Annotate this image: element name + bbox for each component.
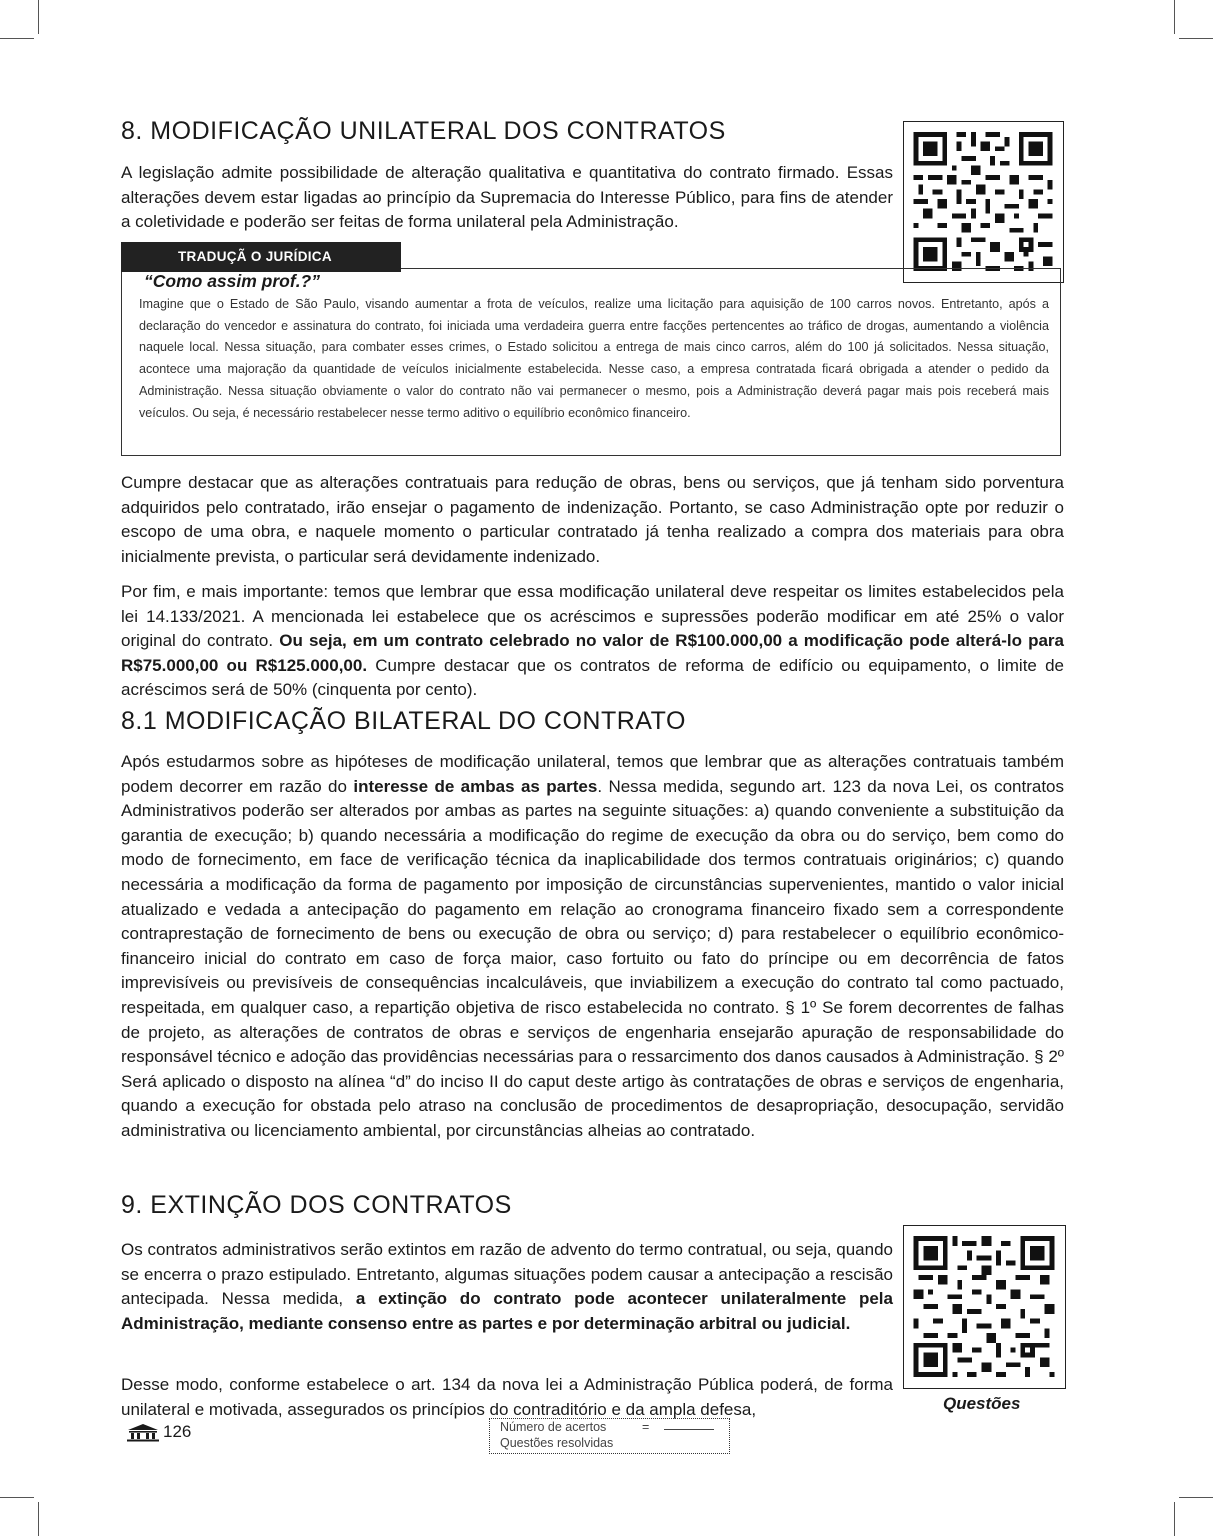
section-9-highlight: a extinção do contrato pode acontecer unilateralmente pela Administração, mediante consenso entre as partes e por determinação arbitral ou judicial.: [121, 1289, 893, 1333]
page-number: 126: [163, 1422, 192, 1441]
legal-translation-tab: TRADUÇÃ O JURÍDICA: [121, 242, 401, 272]
section-8-p3-text-end: Cumpre destacar que os contratos de reforma de edifício ou equipamento, o limite de acréscimos será de 50% (cinquenta por cento).: [121, 655, 1064, 700]
qr-code-questions[interactable]: [903, 1225, 1066, 1389]
legal-translation-text: Imagine que o Estado de São Paulo, visando aumentar a frota de veículos, realize uma licitação para aquisição de 100 carros novos. Entretanto, após a declaração do vencedor e assinatura do contrato, foi iniciada uma verdadeira guerra entre facções pertencentes ao tráfico de drogas, aumentando a violência naquele local. Nessa situação, para combater esses crimes, o Estado solicitou a entrega de mais cinco carros, além do 100 já solicitados. Nessa situação, acontece uma majoração da quantidade de veículos inicialmente estabelecida. Nesse caso, a empresa contratada ficará obrigada a atender o pedido da Administração. Nessa situação obviamente o valor do contrato não vai permanecer o mesmo, pois a Administração deverá pagar mais pois receberá mais veículos. Ou seja, é necessário restabelecer nesse termo aditivo o equilíbrio econômico financeiro.: [139, 297, 1049, 420]
qr-caption: Questões: [943, 1394, 1021, 1413]
crop-mark: [38, 0, 39, 34]
counter-solved-label: Questões resolvidas: [500, 1436, 614, 1450]
section-8-1-highlight: interesse de ambas as partes: [353, 776, 598, 796]
counter-correct-label: Número de acertos: [500, 1420, 607, 1434]
section-8-1-paragraph: [121, 750, 1064, 1144]
qr-code-icon: [904, 1226, 1064, 1387]
crop-mark: [1179, 1497, 1213, 1498]
qr-code-icon: [904, 122, 1062, 281]
section-8-p3-highlight: Ou seja, em um contrato celebrado no valor de R$100.000,00 a modificação pode alterá-lo para R$75.000,00 ou R$125.000,00.: [121, 631, 1064, 675]
courthouse-icon: [126, 1424, 160, 1442]
counter-equals: =: [642, 1420, 650, 1434]
crop-mark: [38, 1502, 39, 1536]
section-8-1-title: 8.1 MODIFICAÇÃO BILATERAL DO CONTRATO: [121, 707, 686, 735]
section-8-paragraph-3: [121, 580, 1064, 703]
section-9-paragraph-1: [121, 1238, 893, 1336]
crop-mark: [0, 1497, 34, 1498]
section-8-paragraph-2: Cumpre destacar que as alterações contratuais para redução de obras, bens ou serviços, que já tenham sido porventura adquiridos pelo contratado, irão ensejar o pagamento de indenização. Portanto, se caso Administração opte por reduzir o escopo de uma obra, e naquele momento o particular contratado já tenha realizado a compra dos materiais para obra inicialmente prevista, o particular será devidamente indenizado.: [121, 473, 1064, 566]
legal-translation-subtitle: “Como assim prof.?”: [144, 271, 320, 291]
crop-mark: [1174, 0, 1175, 34]
section-8-1-text: Após estudarmos sobre as hipóteses de modificação unilateral, temos que lembrar que as alterações contratuais também podem decorrer em razão do: [121, 752, 1064, 796]
crop-mark: [0, 38, 34, 39]
section-9-title: 9. EXTINÇÃO DOS CONTRATOS: [121, 1191, 512, 1219]
section-8-1-text-end: . Nessa medida, segundo art. 123 da nova Lei, os contratos Administrativos poderão ser alterados por ambas as partes na seguinte situações: a) quando conveniente a substituição da garantia de execução; b) quando necessária a modificação do regime de execução da obra ou do serviço, bem como do modo de fornecimento, em face de verificação técnica da inaplicabilidade dos termos contratuais originários; c) quando necessária a modificação da forma de pagamento por imposição de circunstâncias supervenientes, mantido o valor inicial atualizado e vedada a antecipação do pagamento em relação ao cronograma financeiro fixado sem a correspondente contraprestação de fornecimento de bens ou execução de obra ou serviço; d) para restabelecer o equilíbrio econômico-financeiro inicial do contrato em caso de força maior, caso fortuito ou fato do príncipe ou em decorrência de fatos imprevisíveis ou previsíveis de consequências incalculáveis, que inviabilizem a execução do contrato tal como pactuado, respeitada, em qualquer caso, a repartição objetiva de risco estabelecida no contrato. § 1º Se forem decorrentes de falhas de projeto, as alterações de contratos de obras e serviços de engenharia ensejarão apuração de responsabilidade do responsável técnico e adoção das providências necessárias para o ressarcimento dos danos causados à Administração. § 2º Será aplicado o disposto na alínea “d” do inciso II do caput deste artigo às contratações de obras e serviços de engenharia, quando a execução for obstada pelo atraso na conclusão de procedimentos de desapropriação, desocupação, servidão administrativa ou licenciamento ambiental, por circunstâncias alheias ao contratado.: [121, 776, 1064, 1140]
section-8-p3-text: Por fim, e mais importante: temos que lembrar que essa modificação unilateral deve respeitar os limites estabelecidos pela lei 14.133/2021. A mencionada lei estabelece que os acréscimos e supressões poderão modificar em até 25% o valor original do contrato.: [121, 582, 1064, 651]
answer-counter-box: [489, 1418, 730, 1454]
crop-mark: [1174, 1502, 1175, 1536]
section-9-text: Os contratos administrativos serão extintos em razão de advento do termo contratual, ou seja, quando se encerra o prazo estipulado. Entretanto, algumas situações podem causar a antecipação a rescisão antecipada. Nessa medida,: [121, 1240, 893, 1309]
crop-mark: [1179, 38, 1213, 39]
section-9-paragraph-2: Desse modo, conforme estabelece o art. 134 da nova lei a Administração Pública poderá, de forma unilateral e motivada, assegurados os princípios do contraditório e da ampla defesa,: [121, 1375, 893, 1419]
qr-code-top[interactable]: [903, 121, 1064, 283]
counter-blank-line[interactable]: [664, 1429, 714, 1430]
section-8-title: 8. MODIFICAÇÃO UNILATERAL DOS CONTRATOS: [121, 117, 726, 145]
section-8-intro: A legislação admite possibilidade de alteração qualitativa e quantitativa do contrato firmado. Essas alterações devem estar ligadas ao princípio da Supremacia do Interesse Público, para fins de atender a coletividade e poderão ser feitas de forma unilateral pela Administração.: [121, 163, 893, 232]
